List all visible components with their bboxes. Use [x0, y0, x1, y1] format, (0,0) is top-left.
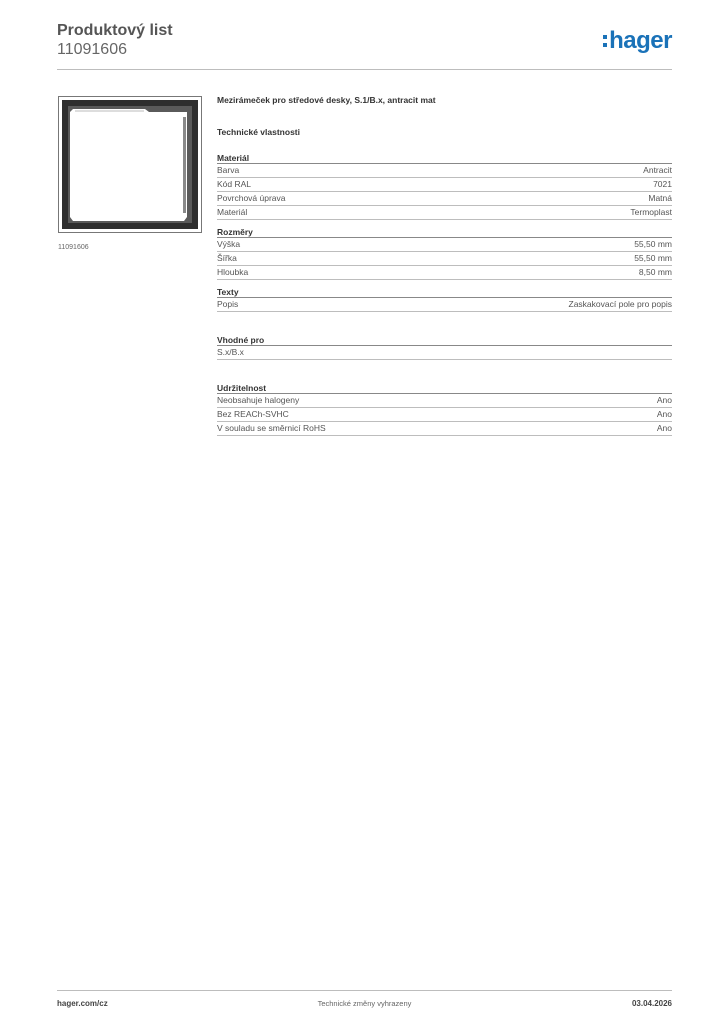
row-label: Popis [217, 299, 239, 309]
row-value: 8,50 mm [638, 267, 672, 277]
row-label: V souladu se směrnicí RoHS [217, 423, 326, 433]
page-footer [57, 990, 672, 1010]
table-row [217, 346, 672, 360]
row-label: Materiál [217, 207, 248, 217]
footer-date: 03.04.2026 [631, 999, 672, 1008]
row-value: Ano [656, 409, 672, 419]
table-row [217, 178, 672, 192]
page-header [57, 22, 672, 70]
table-row [217, 298, 672, 312]
hager-logo [603, 28, 672, 54]
table-row [217, 164, 672, 178]
row-value: Ano [656, 423, 672, 433]
table-row [217, 408, 672, 422]
row-label: Hloubka [217, 267, 249, 277]
row-label: Bez REACh-SVHC [217, 409, 289, 419]
product-name: Mezirámeček pro středové desky, S.1/B.x, antracit mat [217, 95, 436, 105]
row-value: 55,50 mm [634, 239, 672, 249]
footer-disclaimer: Technické změny vyhrazeny [317, 999, 412, 1008]
frame-illustration-icon [59, 97, 201, 232]
table-row [217, 192, 672, 206]
section-dimensions [217, 226, 672, 280]
row-label: Povrchová úprava [217, 193, 286, 203]
table-row [217, 206, 672, 220]
page-title: Produktový list [57, 22, 173, 39]
row-label: Neobsahuje halogeny [217, 395, 300, 405]
table-row [217, 394, 672, 408]
row-value: 55,50 mm [634, 253, 672, 263]
section-material [217, 152, 672, 220]
table-row [217, 238, 672, 252]
product-image [58, 96, 202, 233]
section-suitable-for [217, 334, 672, 360]
logo-text: hager [609, 27, 672, 54]
footer-website-link[interactable]: hager.com/cz [57, 999, 108, 1008]
row-value: 7021 [653, 179, 672, 189]
section-title: Vhodné pro [217, 334, 672, 346]
table-row [217, 266, 672, 280]
row-value: Ano [656, 395, 672, 405]
product-number: 11091606 [57, 41, 127, 58]
section-title: Udržitelnost [217, 382, 672, 394]
row-label: S.x/B.x [217, 347, 244, 357]
tech-heading: Technické vlastnosti [217, 127, 300, 137]
section-texts [217, 286, 672, 312]
section-title: Materiál [217, 152, 672, 164]
row-label: Výška [217, 239, 241, 249]
product-details [217, 95, 672, 442]
row-value: Antracit [643, 165, 672, 175]
row-value: Matná [648, 193, 672, 203]
row-label: Barva [217, 165, 240, 175]
section-title: Texty [217, 286, 672, 298]
image-caption: 11091606 [58, 244, 89, 251]
table-row [217, 422, 672, 436]
row-value: Zaskakovací pole pro popis [568, 299, 672, 309]
section-sustainability [217, 382, 672, 436]
logo-dots-icon [603, 35, 607, 47]
row-label: Kód RAL [217, 179, 252, 189]
row-label: Šířka [217, 253, 237, 263]
row-value: Termoplast [630, 207, 672, 217]
table-row [217, 252, 672, 266]
section-title: Rozměry [217, 226, 672, 238]
